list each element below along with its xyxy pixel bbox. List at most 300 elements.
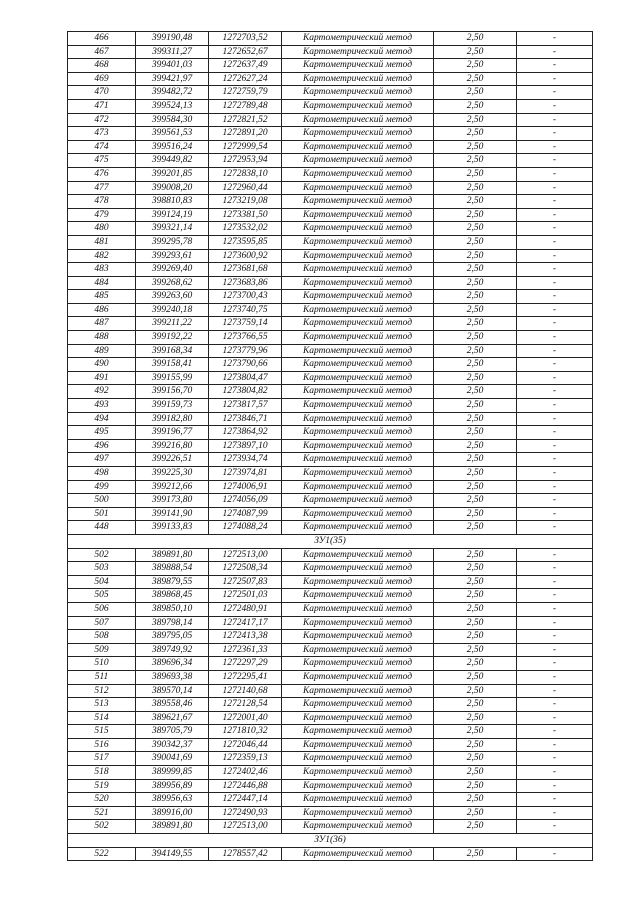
y-coordinate-cell: 1271810,32: [209, 725, 282, 739]
point-number-cell: 490: [68, 358, 136, 372]
y-coordinate-cell: 1272480,91: [209, 602, 282, 616]
accuracy-cell: 2,50: [434, 766, 517, 780]
table-row: [68, 140, 593, 154]
table-row: [68, 99, 593, 113]
accuracy-cell: 2,50: [434, 45, 517, 59]
method-cell: Картометрический метод: [282, 317, 434, 331]
x-coordinate-cell: 399192,22: [136, 331, 209, 345]
accuracy-cell: 2,50: [434, 602, 517, 616]
point-number-cell: 473: [68, 127, 136, 141]
x-coordinate-cell: 399158,41: [136, 358, 209, 372]
method-cell: Картометрический метод: [282, 385, 434, 399]
x-coordinate-cell: 399401,03: [136, 59, 209, 73]
method-cell: Картометрический метод: [282, 276, 434, 290]
accuracy-cell: 2,50: [434, 195, 517, 209]
accuracy-cell: 2,50: [434, 235, 517, 249]
table-row: [68, 494, 593, 508]
table-row: [68, 45, 593, 59]
y-coordinate-cell: 1272838,10: [209, 167, 282, 181]
accuracy-cell: 2,50: [434, 806, 517, 820]
x-coordinate-cell: 389558,46: [136, 698, 209, 712]
point-number-cell: 470: [68, 86, 136, 100]
method-cell: Картометрический метод: [282, 575, 434, 589]
table-row: [68, 548, 593, 562]
x-coordinate-cell: 399516,24: [136, 140, 209, 154]
note-cell: -: [517, 467, 593, 481]
y-coordinate-cell: 1273779,96: [209, 344, 282, 358]
note-cell: -: [517, 290, 593, 304]
accuracy-cell: 2,50: [434, 331, 517, 345]
method-cell: Картометрический метод: [282, 643, 434, 657]
point-number-cell: 498: [68, 467, 136, 481]
note-cell: -: [517, 684, 593, 698]
x-coordinate-cell: 399008,20: [136, 181, 209, 195]
method-cell: Картометрический метод: [282, 793, 434, 807]
accuracy-cell: 2,50: [434, 276, 517, 290]
y-coordinate-cell: 1272652,67: [209, 45, 282, 59]
y-coordinate-cell: 1273974,81: [209, 467, 282, 481]
y-coordinate-cell: 1272789,48: [209, 99, 282, 113]
accuracy-cell: 2,50: [434, 793, 517, 807]
point-number-cell: 476: [68, 167, 136, 181]
accuracy-cell: 2,50: [434, 711, 517, 725]
x-coordinate-cell: 399201,85: [136, 167, 209, 181]
x-coordinate-cell: 389798,14: [136, 616, 209, 630]
accuracy-cell: 2,50: [434, 127, 517, 141]
y-coordinate-cell: 1272001,40: [209, 711, 282, 725]
method-cell: Картометрический метод: [282, 657, 434, 671]
accuracy-cell: 2,50: [434, 32, 517, 46]
x-coordinate-cell: 389749,92: [136, 643, 209, 657]
point-number-cell: 481: [68, 235, 136, 249]
method-cell: Картометрический метод: [282, 113, 434, 127]
note-cell: -: [517, 32, 593, 46]
accuracy-cell: 2,50: [434, 86, 517, 100]
method-cell: Картометрический метод: [282, 698, 434, 712]
accuracy-cell: 2,50: [434, 752, 517, 766]
table-row: [68, 59, 593, 73]
table-row: [68, 752, 593, 766]
table-row: [68, 181, 593, 195]
note-cell: -: [517, 507, 593, 521]
y-coordinate-cell: 1272507,83: [209, 575, 282, 589]
note-cell: -: [517, 752, 593, 766]
x-coordinate-cell: 399449,82: [136, 154, 209, 168]
y-coordinate-cell: 1273381,50: [209, 208, 282, 222]
y-coordinate-cell: 1272821,52: [209, 113, 282, 127]
note-cell: -: [517, 589, 593, 603]
table-row: [68, 344, 593, 358]
method-cell: Картометрический метод: [282, 127, 434, 141]
method-cell: Картометрический метод: [282, 426, 434, 440]
method-cell: Картометрический метод: [282, 453, 434, 467]
y-coordinate-cell: 1273759,14: [209, 317, 282, 331]
point-number-cell: 504: [68, 575, 136, 589]
method-cell: Картометрический метод: [282, 684, 434, 698]
document-page: [67, 31, 592, 861]
point-number-cell: 492: [68, 385, 136, 399]
y-coordinate-cell: 1272417,17: [209, 616, 282, 630]
method-cell: Картометрический метод: [282, 630, 434, 644]
method-cell: Картометрический метод: [282, 507, 434, 521]
method-cell: Картометрический метод: [282, 290, 434, 304]
y-coordinate-cell: 1272501,03: [209, 589, 282, 603]
table-row: [68, 385, 593, 399]
method-cell: Картометрический метод: [282, 521, 434, 535]
y-coordinate-cell: 1272703,52: [209, 32, 282, 46]
accuracy-cell: 2,50: [434, 507, 517, 521]
x-coordinate-cell: 389879,55: [136, 575, 209, 589]
note-cell: -: [517, 480, 593, 494]
accuracy-cell: 2,50: [434, 575, 517, 589]
x-coordinate-cell: 399141,90: [136, 507, 209, 521]
accuracy-cell: 2,50: [434, 59, 517, 73]
y-coordinate-cell: 1272046,44: [209, 738, 282, 752]
y-coordinate-cell: 1272140,68: [209, 684, 282, 698]
note-cell: -: [517, 235, 593, 249]
table-row: [68, 154, 593, 168]
accuracy-cell: 2,50: [434, 643, 517, 657]
table-row: [68, 806, 593, 820]
x-coordinate-cell: 399421,97: [136, 72, 209, 86]
accuracy-cell: 2,50: [434, 113, 517, 127]
method-cell: Картометрический метод: [282, 195, 434, 209]
point-number-cell: 495: [68, 426, 136, 440]
point-number-cell: 502: [68, 820, 136, 834]
x-coordinate-cell: 399311,27: [136, 45, 209, 59]
table-row: [68, 507, 593, 521]
table-row: [68, 235, 593, 249]
accuracy-cell: 2,50: [434, 494, 517, 508]
x-coordinate-cell: 399226,51: [136, 453, 209, 467]
x-coordinate-cell: 389888,54: [136, 562, 209, 576]
x-coordinate-cell: 389999,85: [136, 766, 209, 780]
y-coordinate-cell: 1272128,54: [209, 698, 282, 712]
y-coordinate-cell: 1273846,71: [209, 412, 282, 426]
method-cell: Картометрический метод: [282, 616, 434, 630]
method-cell: Картометрический метод: [282, 344, 434, 358]
point-number-cell: 494: [68, 412, 136, 426]
note-cell: -: [517, 602, 593, 616]
table-row: [68, 222, 593, 236]
note-cell: -: [517, 303, 593, 317]
x-coordinate-cell: 399156,70: [136, 385, 209, 399]
note-cell: -: [517, 766, 593, 780]
method-cell: Картометрический метод: [282, 589, 434, 603]
point-number-cell: 483: [68, 263, 136, 277]
note-cell: -: [517, 344, 593, 358]
table-row: [68, 32, 593, 46]
accuracy-cell: 2,50: [434, 167, 517, 181]
x-coordinate-cell: 399212,66: [136, 480, 209, 494]
accuracy-cell: 2,50: [434, 263, 517, 277]
table-row: [68, 371, 593, 385]
table-row: [68, 779, 593, 793]
table-row: [68, 657, 593, 671]
point-number-cell: 503: [68, 562, 136, 576]
y-coordinate-cell: 1273934,74: [209, 453, 282, 467]
note-cell: -: [517, 847, 593, 861]
table-row: [68, 684, 593, 698]
point-number-cell: 471: [68, 99, 136, 113]
table-row: [68, 195, 593, 209]
section-row: [68, 834, 593, 848]
note-cell: -: [517, 399, 593, 413]
table-row: [68, 521, 593, 535]
table-row: [68, 72, 593, 86]
point-number-cell: 493: [68, 399, 136, 413]
table-row: [68, 698, 593, 712]
table-row: [68, 793, 593, 807]
x-coordinate-cell: 399159,73: [136, 399, 209, 413]
x-coordinate-cell: 390041,69: [136, 752, 209, 766]
note-cell: -: [517, 711, 593, 725]
method-cell: Картометрический метод: [282, 670, 434, 684]
table-row: [68, 820, 593, 834]
y-coordinate-cell: 1273740,75: [209, 303, 282, 317]
note-cell: -: [517, 725, 593, 739]
x-coordinate-cell: 399173,80: [136, 494, 209, 508]
y-coordinate-cell: 1273804,47: [209, 371, 282, 385]
method-cell: Картометрический метод: [282, 371, 434, 385]
table-row: [68, 263, 593, 277]
note-cell: -: [517, 439, 593, 453]
x-coordinate-cell: 389956,63: [136, 793, 209, 807]
accuracy-cell: 2,50: [434, 303, 517, 317]
table-row: [68, 303, 593, 317]
accuracy-cell: 2,50: [434, 616, 517, 630]
point-number-cell: 485: [68, 290, 136, 304]
point-number-cell: 515: [68, 725, 136, 739]
y-coordinate-cell: 1272359,13: [209, 752, 282, 766]
table-row: [68, 670, 593, 684]
point-number-cell: 508: [68, 630, 136, 644]
note-cell: -: [517, 72, 593, 86]
point-number-cell: 518: [68, 766, 136, 780]
note-cell: -: [517, 426, 593, 440]
note-cell: -: [517, 317, 593, 331]
point-number-cell: 501: [68, 507, 136, 521]
method-cell: Картометрический метод: [282, 331, 434, 345]
x-coordinate-cell: 394149,55: [136, 847, 209, 861]
method-cell: Картометрический метод: [282, 249, 434, 263]
table-row: [68, 847, 593, 861]
x-coordinate-cell: 399295,78: [136, 235, 209, 249]
x-coordinate-cell: 389570,14: [136, 684, 209, 698]
note-cell: -: [517, 657, 593, 671]
table-row: [68, 208, 593, 222]
method-cell: Картометрический метод: [282, 439, 434, 453]
method-cell: Картометрический метод: [282, 766, 434, 780]
point-number-cell: 519: [68, 779, 136, 793]
accuracy-cell: 2,50: [434, 698, 517, 712]
method-cell: Картометрический метод: [282, 45, 434, 59]
table-row: [68, 616, 593, 630]
point-number-cell: 516: [68, 738, 136, 752]
table-row: [68, 290, 593, 304]
table-row: [68, 467, 593, 481]
accuracy-cell: 2,50: [434, 589, 517, 603]
method-cell: Картометрический метод: [282, 154, 434, 168]
method-cell: Картометрический метод: [282, 494, 434, 508]
y-coordinate-cell: 1274087,99: [209, 507, 282, 521]
y-coordinate-cell: 1273897,10: [209, 439, 282, 453]
point-number-cell: 477: [68, 181, 136, 195]
note-cell: -: [517, 86, 593, 100]
y-coordinate-cell: 1272297,29: [209, 657, 282, 671]
x-coordinate-cell: 399196,77: [136, 426, 209, 440]
point-number-cell: 448: [68, 521, 136, 535]
method-cell: Картометрический метод: [282, 303, 434, 317]
note-cell: -: [517, 616, 593, 630]
method-cell: Картометрический метод: [282, 412, 434, 426]
y-coordinate-cell: 1273532,02: [209, 222, 282, 236]
note-cell: -: [517, 99, 593, 113]
table-row: [68, 113, 593, 127]
note-cell: -: [517, 127, 593, 141]
method-cell: Картометрический метод: [282, 711, 434, 725]
y-coordinate-cell: 1272953,94: [209, 154, 282, 168]
method-cell: Картометрический метод: [282, 725, 434, 739]
y-coordinate-cell: 1272295,41: [209, 670, 282, 684]
y-coordinate-cell: 1272999,54: [209, 140, 282, 154]
note-cell: -: [517, 208, 593, 222]
x-coordinate-cell: 399168,34: [136, 344, 209, 358]
y-coordinate-cell: 1273766,55: [209, 331, 282, 345]
x-coordinate-cell: 399155,99: [136, 371, 209, 385]
x-coordinate-cell: 389891,80: [136, 548, 209, 562]
note-cell: -: [517, 276, 593, 290]
x-coordinate-cell: 399584,30: [136, 113, 209, 127]
x-coordinate-cell: 399182,80: [136, 412, 209, 426]
accuracy-cell: 2,50: [434, 521, 517, 535]
table-row: [68, 167, 593, 181]
method-cell: Картометрический метод: [282, 847, 434, 861]
method-cell: Картометрический метод: [282, 32, 434, 46]
x-coordinate-cell: 389621,67: [136, 711, 209, 725]
method-cell: Картометрический метод: [282, 140, 434, 154]
point-number-cell: 514: [68, 711, 136, 725]
point-number-cell: 475: [68, 154, 136, 168]
table-row: [68, 602, 593, 616]
y-coordinate-cell: 1272413,38: [209, 630, 282, 644]
accuracy-cell: 2,50: [434, 725, 517, 739]
y-coordinate-cell: 1272508,34: [209, 562, 282, 576]
table-row: [68, 426, 593, 440]
note-cell: -: [517, 643, 593, 657]
accuracy-cell: 2,50: [434, 399, 517, 413]
point-number-cell: 510: [68, 657, 136, 671]
point-number-cell: 502: [68, 548, 136, 562]
point-number-cell: 478: [68, 195, 136, 209]
point-number-cell: 466: [68, 32, 136, 46]
method-cell: Картометрический метод: [282, 235, 434, 249]
method-cell: Картометрический метод: [282, 467, 434, 481]
method-cell: Картометрический метод: [282, 222, 434, 236]
y-coordinate-cell: 1272960,44: [209, 181, 282, 195]
section-row: [68, 534, 593, 548]
table-row: [68, 589, 593, 603]
y-coordinate-cell: 1272402,46: [209, 766, 282, 780]
section-label: ЗУ1(35): [68, 534, 593, 548]
accuracy-cell: 2,50: [434, 412, 517, 426]
method-cell: Картометрический метод: [282, 72, 434, 86]
x-coordinate-cell: 399561,53: [136, 127, 209, 141]
note-cell: -: [517, 738, 593, 752]
y-coordinate-cell: 1273681,68: [209, 263, 282, 277]
x-coordinate-cell: 389696,34: [136, 657, 209, 671]
note-cell: -: [517, 113, 593, 127]
accuracy-cell: 2,50: [434, 181, 517, 195]
x-coordinate-cell: 399263,60: [136, 290, 209, 304]
point-number-cell: 474: [68, 140, 136, 154]
table-row: [68, 725, 593, 739]
method-cell: Картометрический метод: [282, 86, 434, 100]
accuracy-cell: 2,50: [434, 847, 517, 861]
point-number-cell: 522: [68, 847, 136, 861]
accuracy-cell: 2,50: [434, 670, 517, 684]
y-coordinate-cell: 1272513,00: [209, 820, 282, 834]
point-number-cell: 506: [68, 602, 136, 616]
point-number-cell: 517: [68, 752, 136, 766]
x-coordinate-cell: 389795,05: [136, 630, 209, 644]
method-cell: Картометрический метод: [282, 738, 434, 752]
x-coordinate-cell: 389705,79: [136, 725, 209, 739]
note-cell: -: [517, 820, 593, 834]
x-coordinate-cell: 399216,80: [136, 439, 209, 453]
point-number-cell: 511: [68, 670, 136, 684]
table-row: [68, 480, 593, 494]
table-row: [68, 766, 593, 780]
table-row: [68, 249, 593, 263]
x-coordinate-cell: 389956,89: [136, 779, 209, 793]
x-coordinate-cell: 399240,18: [136, 303, 209, 317]
point-number-cell: 472: [68, 113, 136, 127]
point-number-cell: 484: [68, 276, 136, 290]
accuracy-cell: 2,50: [434, 385, 517, 399]
x-coordinate-cell: 389868,45: [136, 589, 209, 603]
method-cell: Картометрический метод: [282, 548, 434, 562]
point-number-cell: 497: [68, 453, 136, 467]
method-cell: Картометрический метод: [282, 779, 434, 793]
y-coordinate-cell: 1273219,08: [209, 195, 282, 209]
table-row: [68, 399, 593, 413]
x-coordinate-cell: 399133,83: [136, 521, 209, 535]
table-row: [68, 439, 593, 453]
x-coordinate-cell: 399293,61: [136, 249, 209, 263]
point-number-cell: 480: [68, 222, 136, 236]
table-row: [68, 317, 593, 331]
y-coordinate-cell: 1273600,92: [209, 249, 282, 263]
method-cell: Картометрический метод: [282, 167, 434, 181]
y-coordinate-cell: 1272891,20: [209, 127, 282, 141]
table-row: [68, 711, 593, 725]
accuracy-cell: 2,50: [434, 154, 517, 168]
table-row: [68, 412, 593, 426]
coordinates-table: [67, 31, 593, 861]
y-coordinate-cell: 1272637,49: [209, 59, 282, 73]
y-coordinate-cell: 1272490,93: [209, 806, 282, 820]
accuracy-cell: 2,50: [434, 738, 517, 752]
accuracy-cell: 2,50: [434, 290, 517, 304]
table-row: [68, 331, 593, 345]
point-number-cell: 496: [68, 439, 136, 453]
point-number-cell: 467: [68, 45, 136, 59]
point-number-cell: 469: [68, 72, 136, 86]
section-label: ЗУ1(36): [68, 834, 593, 848]
point-number-cell: 468: [68, 59, 136, 73]
y-coordinate-cell: 1272513,00: [209, 548, 282, 562]
